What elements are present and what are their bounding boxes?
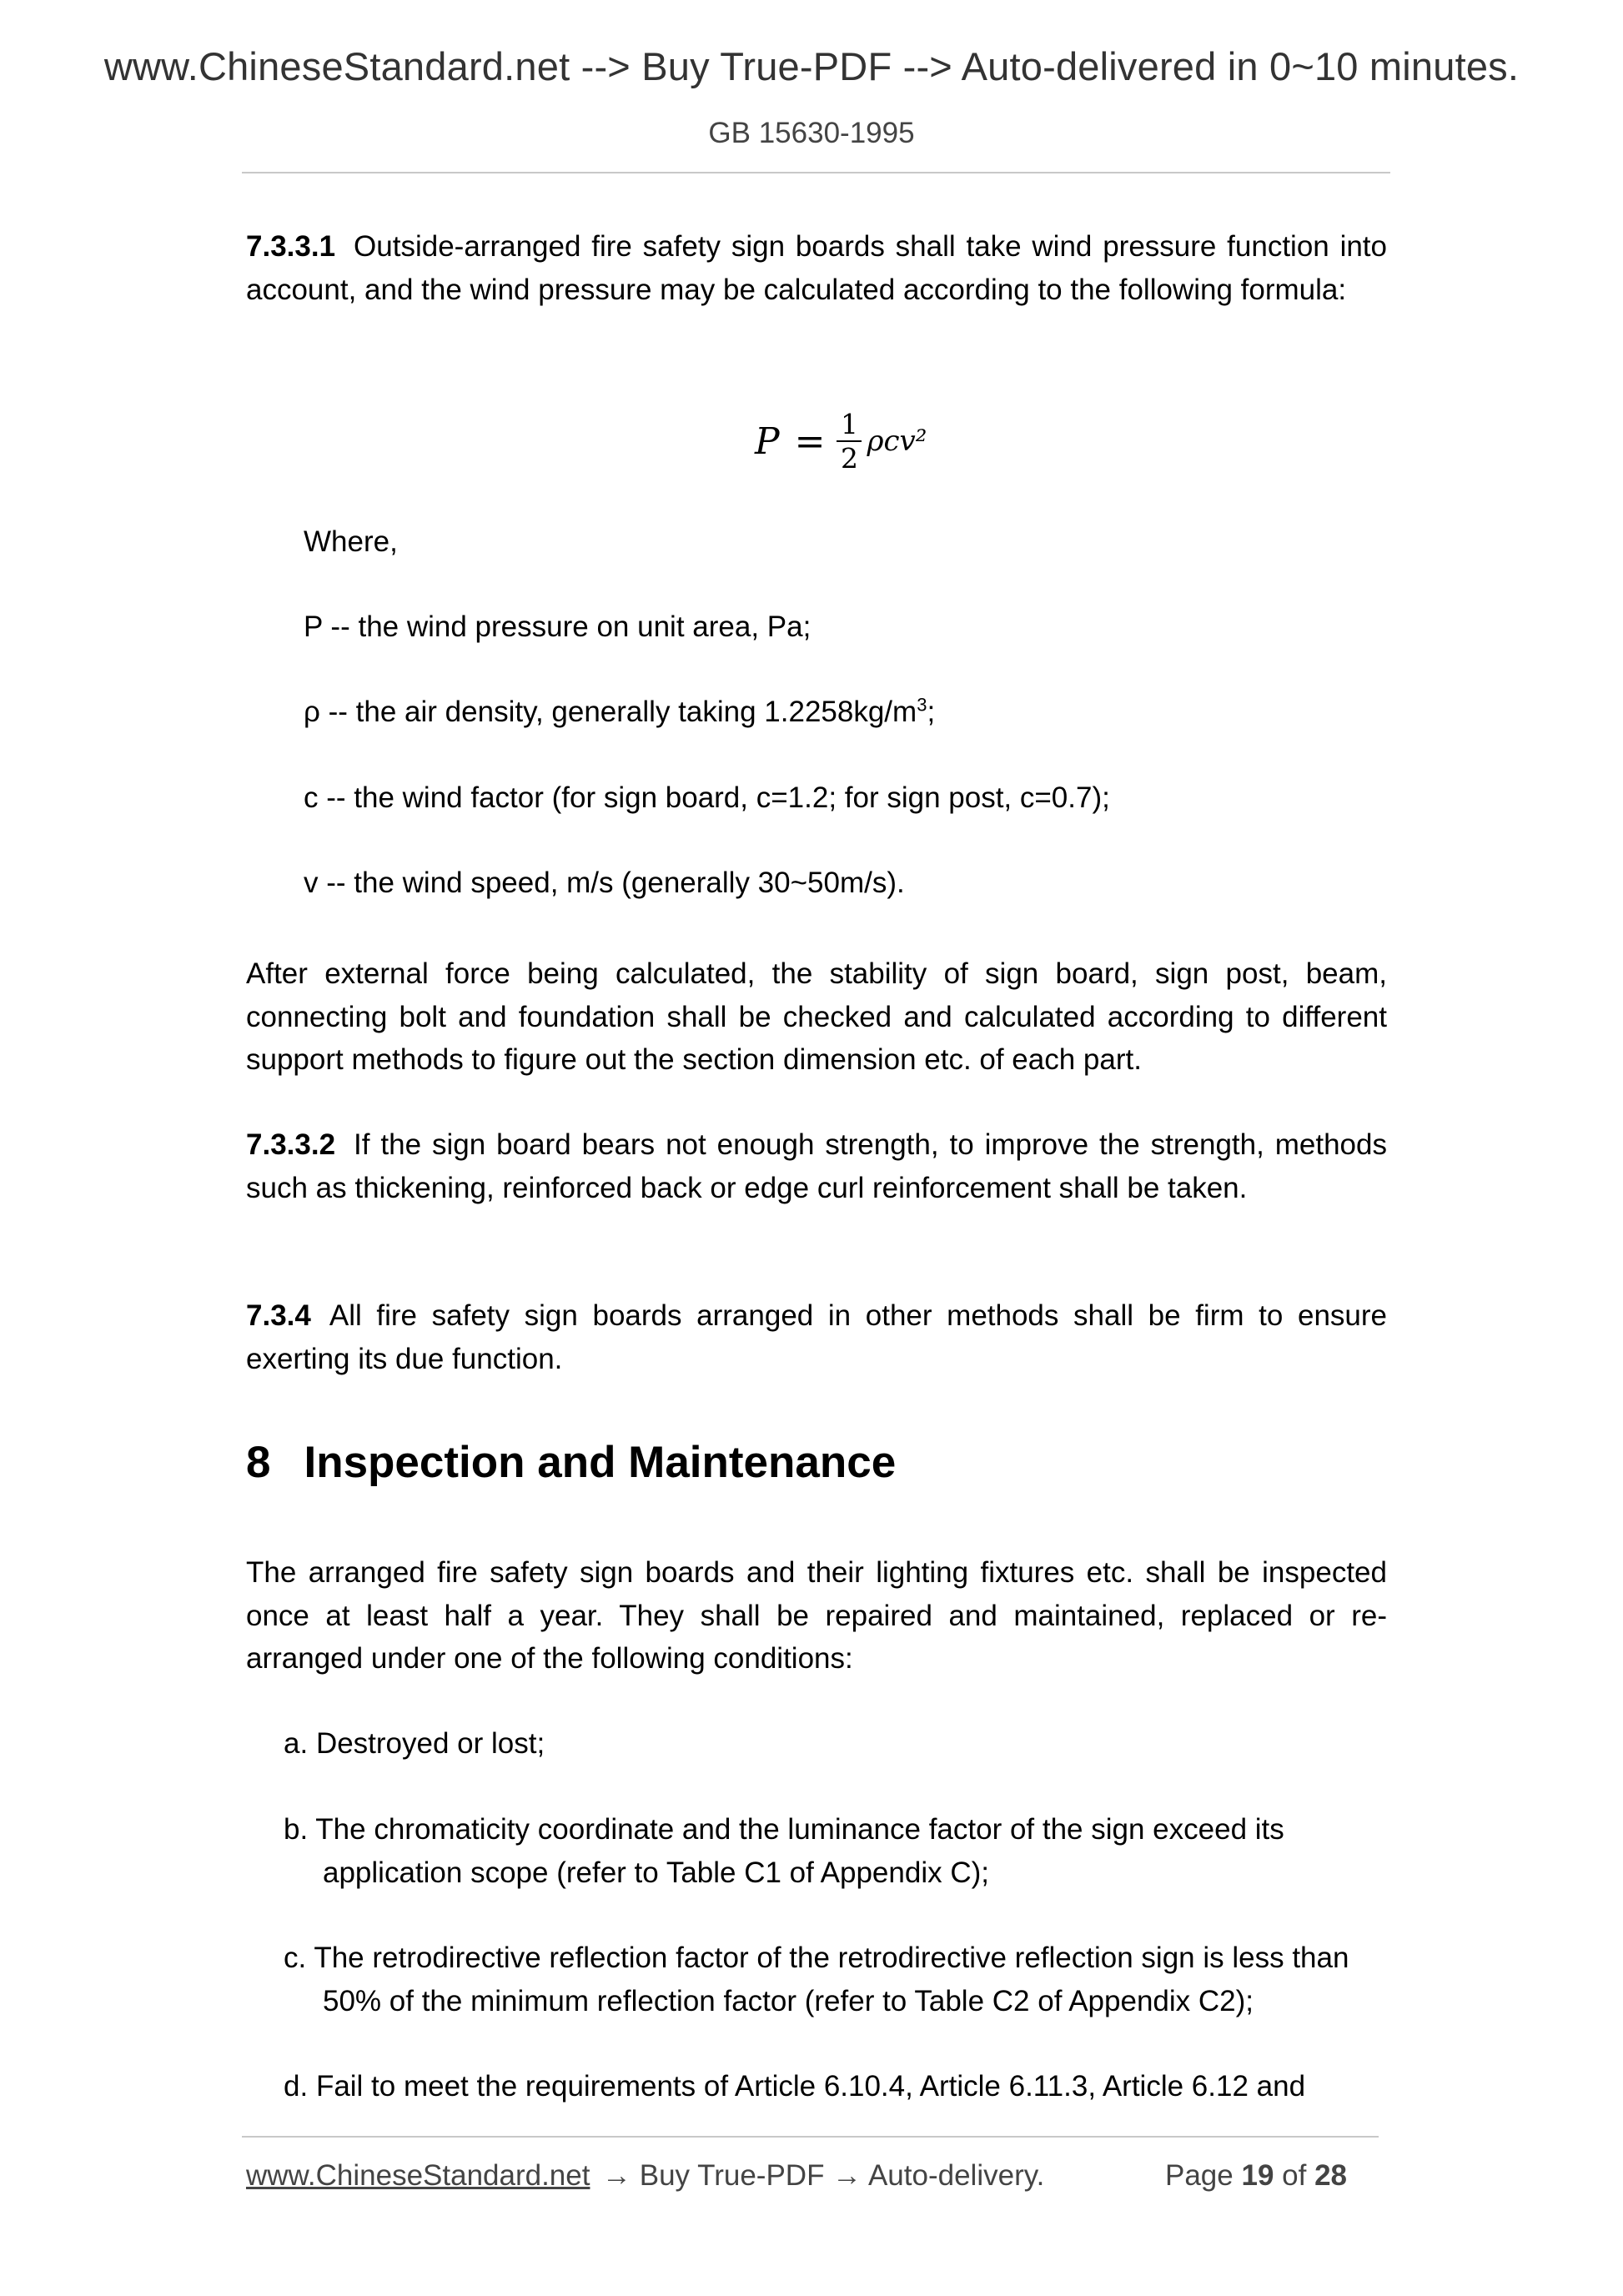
- where-label: Where,: [304, 525, 398, 558]
- formula-equals: =: [794, 420, 826, 463]
- clause-text: Outside-arranged fire safety sign boards shall take wind pressure function into account, and the wind pressure may be calculated according to the following formula:: [246, 230, 1387, 306]
- header-divider: [242, 172, 1390, 173]
- footer-tagline: → Buy True-PDF → Auto-delivery.: [602, 2159, 1045, 2192]
- after-calculation-paragraph: After external force being calculated, the stability of sign board, sign post, beam, connecting bolt and foundation shall be checked and calculated according to different support methods to figure out the section dimension etc. of each part.: [246, 957, 1387, 1076]
- def-p: P -- the wind pressure on unit area, Pa;: [304, 610, 812, 643]
- fraction-numerator: 1: [840, 408, 858, 440]
- clause-text: All fire safety sign boards arranged in other methods shall be firm to ensure exerting its due function.: [246, 1299, 1387, 1375]
- list-item-b: b. The chromaticity coordinate and the luminance factor of the sign exceed its application scope (refer to Table C1 of Appendix C);: [284, 1813, 1284, 1889]
- top-banner[interactable]: www.ChineseStandard.net --> Buy True-PDF --> Auto-delivered in 0~10 minutes.: [103, 44, 1520, 88]
- def-c: c -- the wind factor (for sign board, c=1.2; for sign post, c=0.7);: [304, 781, 1110, 814]
- superscript-3: 3: [917, 694, 927, 716]
- def-rho: ρ -- the air density, generally taking $1.2258kg/m^3$;: [304, 694, 936, 728]
- clause-number: 7.3.3.1: [246, 230, 336, 263]
- fraction-denominator: 2: [840, 442, 858, 475]
- formula-lhs: P: [755, 420, 780, 463]
- list-item-d: d. Fail to meet the requirements of Article 6.10.4, Article 6.11.3, Article 6.12 and: [284, 2070, 1306, 2103]
- page-indicator: Page 19 of 28: [1165, 2159, 1348, 2192]
- section-number: 8: [246, 1438, 271, 1487]
- footer-link[interactable]: www.ChineseStandard.net: [246, 2159, 590, 2192]
- formula-fraction: [837, 408, 862, 475]
- page-number: 19: [1241, 2159, 1274, 2192]
- clause-number: 7.3.3.2: [246, 1128, 336, 1161]
- standard-number: GB 15630-1995: [708, 117, 915, 149]
- clause-text: If the sign board bears not enough strength, to improve the strength, methods such as thickening, reinforced back or edge curl reinforcement shall be taken.: [246, 1128, 1387, 1204]
- section-8-heading: [246, 1437, 896, 1488]
- clause-7-3-3-2: [246, 1123, 1387, 1209]
- section-8-intro: The arranged fire safety sign boards and their lighting fixtures etc. shall be inspected once at least half a year. They shall be repaired and maintained, replaced or re-arranged under one of the following conditions:: [246, 1556, 1387, 1675]
- list-item-a: a. Destroyed or lost;: [284, 1727, 545, 1760]
- footer-divider: [242, 2136, 1379, 2138]
- wind-pressure-formula: [755, 408, 927, 475]
- def-v: v -- the wind speed, m/s (generally 30~50m/s).: [304, 867, 905, 899]
- formula-rhs: ρcv²: [867, 425, 927, 458]
- section-title: Inspection and Maintenance: [304, 1438, 897, 1487]
- clause-7-3-3-1: [246, 225, 1387, 311]
- list-item-c: c. The retrodirective reflection factor of the retrodirective reflection sign is less than 50% of the minimum reflection factor (refer to Table C2 of Appendix C2);: [284, 1942, 1349, 2017]
- page-total: 28: [1314, 2159, 1348, 2192]
- clause-7-3-4: [246, 1294, 1387, 1380]
- clause-number: 7.3.4: [246, 1299, 311, 1332]
